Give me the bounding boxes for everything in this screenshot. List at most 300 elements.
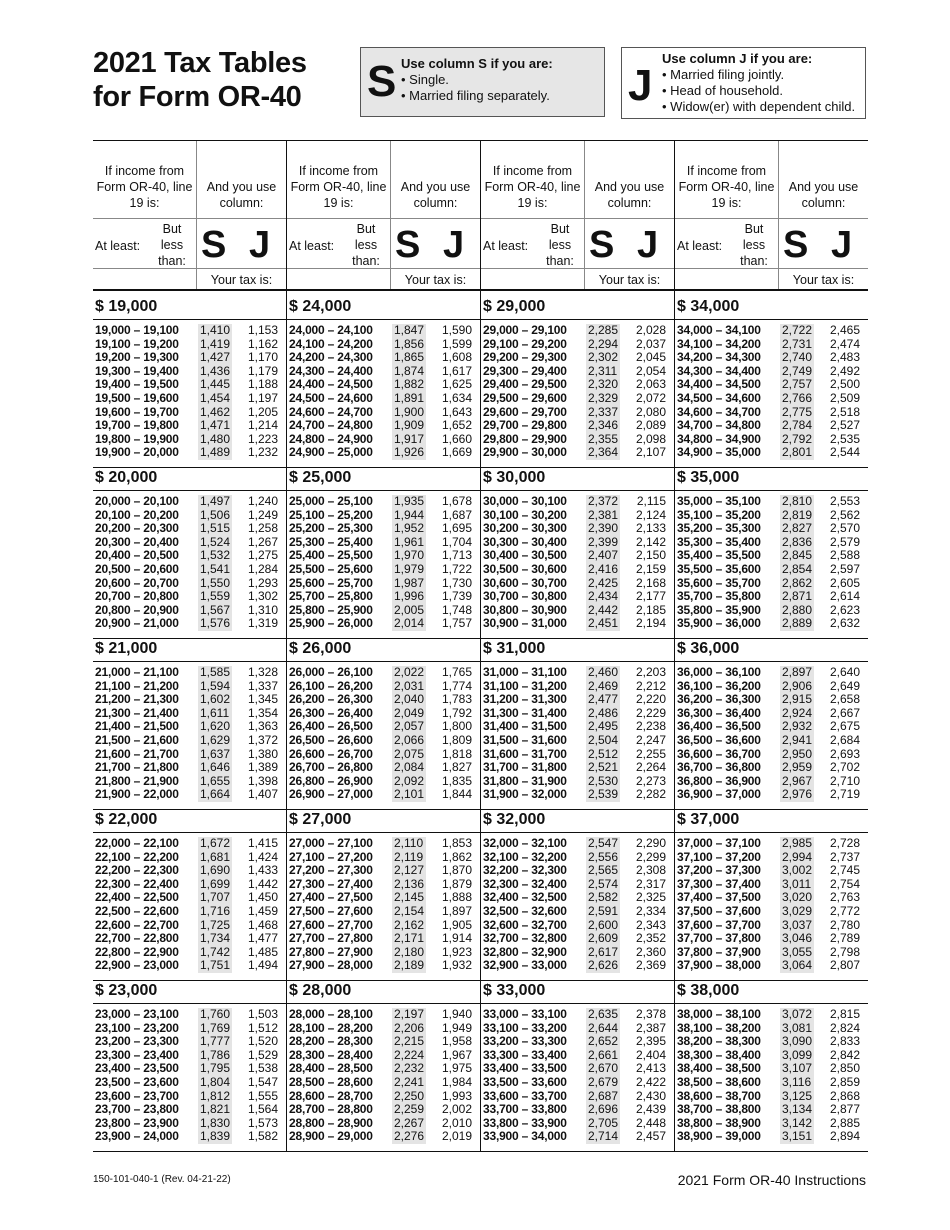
table-row bbox=[287, 1076, 480, 1090]
tax-s-value: 2,119 bbox=[392, 851, 426, 865]
income-range: 37,400 – 37,500 bbox=[677, 890, 761, 905]
income-range: 28,100 – 28,200 bbox=[289, 1020, 373, 1035]
tax-j-value: 2,850 bbox=[829, 1061, 860, 1076]
tax-s-value: 2,539 bbox=[588, 787, 619, 802]
income-range: 30,300 – 30,400 bbox=[483, 534, 567, 549]
table-row bbox=[481, 946, 674, 960]
tax-j-value: 2,343 bbox=[635, 917, 666, 932]
table-row bbox=[481, 1062, 674, 1076]
column-header bbox=[675, 141, 868, 296]
tax-j-value: 2,115 bbox=[636, 494, 666, 508]
tax-s-value: 2,932 bbox=[782, 719, 813, 734]
table-row bbox=[93, 788, 286, 802]
tax-j-value: 2,220 bbox=[635, 692, 666, 707]
table-row bbox=[287, 1103, 480, 1117]
tax-s-value: 2,197 bbox=[394, 1007, 425, 1021]
tax-s-value: 2,661 bbox=[588, 1047, 619, 1062]
tax-s-value: 2,617 bbox=[588, 944, 619, 959]
tax-s-value: 2,416 bbox=[588, 562, 619, 576]
tax-j-value: 1,765 bbox=[441, 665, 472, 679]
tax-j-value: 1,310 bbox=[247, 602, 278, 617]
income-range: 33,600 – 33,700 bbox=[483, 1088, 567, 1103]
tax-s-value: 2,311 bbox=[586, 365, 620, 379]
table-row bbox=[287, 775, 480, 789]
income-range: 28,000 – 28,100 bbox=[289, 1007, 373, 1021]
column-header bbox=[93, 141, 286, 296]
tax-s-value: 2,801 bbox=[782, 445, 813, 460]
table-row bbox=[93, 864, 286, 878]
table-row bbox=[287, 617, 480, 631]
section-heading: $ 29,000 bbox=[481, 296, 674, 320]
income-range: 32,400 – 32,500 bbox=[483, 890, 567, 905]
income-range: 38,000 – 38,100 bbox=[677, 1007, 761, 1021]
tax-j-value: 1,275 bbox=[247, 548, 278, 563]
box-s-text bbox=[401, 56, 553, 104]
tax-s-value: 3,107 bbox=[782, 1061, 813, 1076]
your-tax-label: Your tax is: bbox=[598, 273, 661, 287]
income-range: 24,300 – 24,400 bbox=[289, 363, 373, 378]
tax-j-value: 2,150 bbox=[635, 548, 666, 563]
income-range: 31,800 – 31,900 bbox=[483, 773, 567, 788]
tax-j-value: 2,404 bbox=[635, 1047, 666, 1062]
tax-j-value: 1,564 bbox=[247, 1102, 278, 1117]
tax-s-value: 2,451 bbox=[588, 616, 619, 631]
tax-s-value: 2,171 bbox=[394, 931, 425, 946]
income-range: 30,200 – 30,300 bbox=[483, 521, 567, 536]
tax-j-value: 2,483 bbox=[829, 350, 860, 365]
box-s-item: • Married filing separately. bbox=[401, 88, 553, 104]
tax-s-value: 1,987 bbox=[394, 575, 425, 590]
tax-s-value: 2,749 bbox=[782, 363, 813, 378]
table-row bbox=[93, 734, 286, 748]
tax-j-value: 1,372 bbox=[247, 733, 278, 747]
income-range: 19,100 – 19,200 bbox=[95, 336, 179, 351]
income-range: 28,400 – 28,500 bbox=[289, 1061, 373, 1076]
and-you-use-label: And you use column: bbox=[206, 180, 277, 210]
tax-j-value: 2,754 bbox=[829, 876, 860, 891]
tax-j-value: 2,885 bbox=[829, 1115, 860, 1130]
tax-j-value: 1,888 bbox=[441, 890, 472, 905]
column-j-info-box bbox=[621, 47, 866, 119]
table-row bbox=[287, 734, 480, 748]
income-range: 31,000 – 31,100 bbox=[483, 665, 567, 679]
table-row bbox=[93, 1130, 286, 1144]
tax-j-value: 1,958 bbox=[441, 1034, 472, 1049]
tax-s-value: 1,856 bbox=[394, 336, 425, 351]
tax-s-value: 1,681 bbox=[200, 849, 231, 864]
table-row bbox=[93, 392, 286, 406]
footer-instructions: 2021 Form OR-40 Instructions bbox=[677, 1172, 866, 1188]
income-range: 36,600 – 36,700 bbox=[677, 746, 761, 761]
tax-j-value: 2,675 bbox=[829, 719, 860, 734]
tax-s-value: 1,891 bbox=[394, 391, 425, 405]
tax-s-value: 3,125 bbox=[782, 1088, 813, 1103]
income-range: 38,400 – 38,500 bbox=[677, 1061, 761, 1076]
tax-j-value: 2,334 bbox=[635, 904, 666, 918]
income-range: 24,900 – 25,000 bbox=[289, 445, 373, 460]
table-column-3 bbox=[481, 141, 674, 1151]
if-income-label: If income from Form OR-40, line 19 is: bbox=[484, 164, 581, 210]
section-heading: $ 22,000 bbox=[93, 809, 286, 833]
tax-s-value: 2,092 bbox=[394, 773, 425, 788]
tax-j-value: 1,722 bbox=[441, 562, 472, 576]
table-row bbox=[481, 522, 674, 536]
table-row bbox=[675, 1076, 868, 1090]
tax-j-value: 2,159 bbox=[635, 562, 666, 576]
income-range: 21,100 – 21,200 bbox=[95, 678, 179, 693]
tax-j-value: 1,468 bbox=[247, 917, 278, 932]
income-range: 33,100 – 33,200 bbox=[483, 1020, 567, 1035]
income-range: 28,700 – 28,800 bbox=[289, 1102, 373, 1117]
tax-s-value: 1,760 bbox=[200, 1007, 231, 1021]
tax-j-value: 2,457 bbox=[635, 1129, 666, 1144]
tax-j-value: 1,538 bbox=[247, 1061, 278, 1076]
table-row bbox=[675, 775, 868, 789]
tax-j-value: 1,993 bbox=[441, 1088, 472, 1103]
income-range: 28,300 – 28,400 bbox=[289, 1047, 373, 1062]
tax-s-value: 2,862 bbox=[782, 575, 813, 590]
tax-j-value: 2,072 bbox=[635, 391, 666, 405]
income-range: 20,400 – 20,500 bbox=[95, 548, 179, 563]
income-range: 22,800 – 22,900 bbox=[95, 944, 179, 959]
income-range: 20,300 – 20,400 bbox=[95, 534, 179, 549]
tax-j-value: 1,328 bbox=[247, 665, 278, 679]
box-s-letter: S bbox=[367, 57, 397, 106]
table-row bbox=[93, 919, 286, 933]
table-row bbox=[93, 748, 286, 762]
tax-s-value: 3,151 bbox=[782, 1129, 813, 1144]
tax-j-value: 2,465 bbox=[829, 323, 860, 337]
tax-j-value: 2,378 bbox=[635, 1007, 666, 1021]
section-heading: $ 36,000 bbox=[675, 638, 868, 662]
table-row bbox=[675, 433, 868, 447]
section-heading: $ 21,000 bbox=[93, 638, 286, 662]
tax-s-value: 2,565 bbox=[588, 863, 619, 878]
tax-j-value: 2,623 bbox=[829, 602, 860, 617]
income-range: 30,600 – 30,700 bbox=[483, 575, 567, 590]
tax-s-value: 2,372 bbox=[588, 494, 619, 508]
tax-s-value: 2,486 bbox=[588, 705, 619, 720]
table-row bbox=[481, 406, 674, 420]
tax-s-value: 1,830 bbox=[200, 1115, 231, 1130]
tax-s-value: 2,775 bbox=[782, 404, 813, 419]
income-range: 25,200 – 25,300 bbox=[289, 521, 373, 536]
tax-j-value: 1,818 bbox=[441, 746, 472, 761]
tax-s-value: 1,594 bbox=[200, 678, 231, 693]
tax-j-value: 1,380 bbox=[247, 746, 278, 761]
table-row bbox=[675, 837, 868, 851]
income-range: 26,100 – 26,200 bbox=[289, 678, 373, 693]
tax-s-value: 2,635 bbox=[588, 1007, 619, 1021]
table-row bbox=[481, 693, 674, 707]
tax-j-value: 2,632 bbox=[829, 616, 860, 631]
tax-j-value: 2,544 bbox=[829, 445, 860, 460]
table-row bbox=[287, 446, 480, 460]
box-j-item: • Widow(er) with dependent child. bbox=[662, 99, 855, 115]
tax-j-value: 1,389 bbox=[247, 760, 278, 775]
tax-s-value: 1,664 bbox=[200, 787, 231, 802]
tax-s-value: 2,241 bbox=[394, 1075, 425, 1089]
income-range: 31,400 – 31,500 bbox=[483, 719, 567, 734]
section-heading: $ 19,000 bbox=[93, 296, 286, 320]
tax-j-value: 2,439 bbox=[635, 1102, 666, 1117]
tax-s-value: 2,854 bbox=[782, 562, 813, 576]
income-range: 34,800 – 34,900 bbox=[677, 431, 761, 446]
tax-j-value: 2,588 bbox=[829, 548, 860, 563]
table-row bbox=[93, 878, 286, 892]
tax-s-value: 2,276 bbox=[394, 1129, 425, 1144]
tax-s-value: 2,915 bbox=[782, 692, 813, 707]
income-section bbox=[675, 809, 868, 981]
table-row bbox=[481, 509, 674, 523]
table-row bbox=[675, 536, 868, 550]
income-range: 30,500 – 30,600 bbox=[483, 562, 567, 576]
table-row bbox=[675, 1008, 868, 1022]
box-j-text bbox=[662, 51, 855, 115]
table-row bbox=[481, 536, 674, 550]
table-row bbox=[675, 495, 868, 509]
income-range: 19,400 – 19,500 bbox=[95, 377, 179, 392]
income-section bbox=[481, 296, 674, 468]
tax-j-value: 1,757 bbox=[441, 616, 472, 631]
tax-s-value: 1,742 bbox=[200, 944, 231, 959]
tax-j-value: 1,800 bbox=[441, 719, 472, 734]
table-row bbox=[481, 378, 674, 392]
income-section bbox=[675, 980, 868, 1152]
table-row bbox=[93, 1022, 286, 1036]
table-row bbox=[675, 919, 868, 933]
income-range: 38,500 – 38,600 bbox=[677, 1075, 761, 1089]
income-range: 27,600 – 27,700 bbox=[289, 917, 373, 932]
table-row bbox=[675, 1117, 868, 1131]
tax-j-value: 2,649 bbox=[829, 678, 860, 693]
income-range: 22,300 – 22,400 bbox=[95, 876, 179, 891]
tax-s-value: 2,066 bbox=[394, 733, 425, 747]
table-row bbox=[93, 959, 286, 973]
income-range: 33,400 – 33,500 bbox=[483, 1061, 567, 1076]
tax-s-value: 2,687 bbox=[588, 1088, 619, 1103]
income-range: 21,300 – 21,400 bbox=[95, 705, 179, 720]
tax-s-value: 3,072 bbox=[782, 1007, 813, 1021]
tax-j-value: 2,098 bbox=[635, 431, 666, 446]
tax-j-value: 1,967 bbox=[441, 1047, 472, 1062]
income-section bbox=[675, 296, 868, 468]
table-row bbox=[675, 338, 868, 352]
tax-s-value: 2,180 bbox=[394, 944, 425, 959]
income-range: 28,200 – 28,300 bbox=[289, 1034, 373, 1049]
tax-s-value: 2,950 bbox=[782, 746, 813, 761]
table-row bbox=[675, 590, 868, 604]
tax-s-value: 2,110 bbox=[392, 837, 426, 851]
section-heading: $ 26,000 bbox=[287, 638, 480, 662]
income-range: 23,900 – 24,000 bbox=[95, 1129, 179, 1144]
tax-j-value: 1,739 bbox=[441, 589, 472, 604]
income-range: 33,300 – 33,400 bbox=[483, 1047, 567, 1062]
tax-j-value: 2,859 bbox=[829, 1075, 860, 1089]
table-row bbox=[675, 680, 868, 694]
tax-s-value: 2,819 bbox=[782, 507, 813, 522]
income-range: 22,700 – 22,800 bbox=[95, 931, 179, 946]
tax-j-value: 1,783 bbox=[441, 692, 472, 707]
table-row bbox=[287, 946, 480, 960]
at-least-label: At least: bbox=[677, 239, 723, 253]
table-row bbox=[287, 891, 480, 905]
if-income-label: If income from Form OR-40, line 19 is: bbox=[678, 164, 775, 210]
tax-j-value: 2,518 bbox=[829, 404, 860, 419]
tax-s-value: 3,055 bbox=[782, 944, 813, 959]
tax-j-value: 2,535 bbox=[829, 431, 860, 446]
tax-j-value: 2,037 bbox=[635, 336, 666, 351]
income-range: 35,300 – 35,400 bbox=[677, 534, 761, 549]
tax-j-value: 2,413 bbox=[635, 1061, 666, 1076]
tax-j-value: 1,984 bbox=[441, 1075, 472, 1089]
tax-s-value: 1,576 bbox=[200, 616, 231, 631]
income-range: 32,600 – 32,700 bbox=[483, 917, 567, 932]
income-range: 37,500 – 37,600 bbox=[677, 904, 761, 918]
tax-s-value: 1,489 bbox=[200, 445, 231, 460]
table-row bbox=[93, 577, 286, 591]
tax-j-value: 2,772 bbox=[829, 904, 860, 918]
income-range: 19,700 – 19,800 bbox=[95, 418, 179, 433]
tax-s-value: 1,532 bbox=[200, 548, 231, 563]
tax-s-value: 2,880 bbox=[782, 602, 813, 617]
table-row bbox=[93, 365, 286, 379]
income-range: 26,000 – 26,100 bbox=[289, 665, 373, 679]
income-range: 27,900 – 28,000 bbox=[289, 958, 373, 973]
tax-s-value: 1,585 bbox=[200, 665, 231, 679]
income-range: 32,200 – 32,300 bbox=[483, 863, 567, 878]
tax-j-value: 1,424 bbox=[247, 849, 278, 864]
income-range: 27,200 – 27,300 bbox=[289, 863, 373, 878]
tax-s-value: 1,471 bbox=[200, 418, 231, 433]
tax-s-value: 2,600 bbox=[588, 917, 619, 932]
tax-s-value: 2,976 bbox=[782, 787, 813, 802]
tax-s-value: 2,731 bbox=[782, 336, 813, 351]
income-range: 33,200 – 33,300 bbox=[483, 1034, 567, 1049]
tax-s-value: 1,804 bbox=[200, 1075, 231, 1089]
tax-s-value: 2,792 bbox=[782, 431, 813, 446]
income-range: 31,100 – 31,200 bbox=[483, 678, 567, 693]
tax-j-value: 2,553 bbox=[829, 494, 860, 508]
income-range: 19,200 – 19,300 bbox=[95, 350, 179, 365]
income-range: 26,700 – 26,800 bbox=[289, 760, 373, 775]
table-row bbox=[287, 761, 480, 775]
table-row bbox=[287, 604, 480, 618]
tax-s-value: 1,480 bbox=[200, 431, 231, 446]
box-j-heading: Use column J if you are: bbox=[662, 51, 813, 66]
income-range: 19,600 – 19,700 bbox=[95, 404, 179, 419]
tax-s-value: 1,917 bbox=[394, 431, 425, 446]
table-row bbox=[93, 338, 286, 352]
if-income-label: If income from Form OR-40, line 19 is: bbox=[96, 164, 193, 210]
income-range: 23,600 – 23,700 bbox=[95, 1088, 179, 1103]
income-section bbox=[287, 638, 480, 810]
income-range: 31,300 – 31,400 bbox=[483, 705, 567, 720]
table-row bbox=[675, 878, 868, 892]
tax-j-value: 1,870 bbox=[441, 863, 472, 878]
box-j-item: • Head of household. bbox=[662, 83, 855, 99]
tax-s-value: 2,364 bbox=[588, 445, 619, 460]
tax-s-value: 2,784 bbox=[782, 418, 813, 433]
income-range: 22,600 – 22,700 bbox=[95, 917, 179, 932]
tax-s-value: 2,836 bbox=[782, 534, 813, 549]
table-row bbox=[675, 1049, 868, 1063]
tax-s-value: 2,127 bbox=[394, 863, 425, 878]
tax-j-value: 1,179 bbox=[247, 363, 278, 378]
table-row bbox=[481, 351, 674, 365]
tax-s-value: 1,970 bbox=[394, 548, 425, 563]
tax-j-value: 1,197 bbox=[247, 391, 278, 405]
income-section bbox=[93, 809, 286, 981]
income-range: 24,500 – 24,600 bbox=[289, 391, 373, 405]
income-range: 21,800 – 21,900 bbox=[95, 773, 179, 788]
income-range: 33,800 – 33,900 bbox=[483, 1115, 567, 1130]
tax-j-value: 2,728 bbox=[829, 836, 860, 850]
tax-s-value: 1,769 bbox=[200, 1020, 231, 1035]
table-row bbox=[287, 680, 480, 694]
income-range: 38,600 – 38,700 bbox=[677, 1088, 761, 1103]
income-section bbox=[481, 980, 674, 1152]
table-row bbox=[675, 932, 868, 946]
income-range: 24,000 – 24,100 bbox=[289, 323, 373, 337]
tax-j-value: 1,652 bbox=[441, 418, 472, 433]
table-row bbox=[481, 851, 674, 865]
income-range: 27,700 – 27,800 bbox=[289, 931, 373, 946]
tax-j-value: 1,809 bbox=[441, 733, 472, 747]
income-range: 27,000 – 27,100 bbox=[289, 836, 373, 850]
income-range: 19,300 – 19,400 bbox=[95, 363, 179, 378]
but-less-than-label: But less than: bbox=[352, 222, 380, 268]
section-heading: $ 34,000 bbox=[675, 296, 868, 320]
income-range: 34,300 – 34,400 bbox=[677, 363, 761, 378]
tax-s-value: 3,134 bbox=[782, 1102, 813, 1117]
income-range: 29,600 – 29,700 bbox=[483, 404, 567, 419]
income-range: 30,400 – 30,500 bbox=[483, 548, 567, 563]
column-j-letter: J bbox=[637, 224, 659, 266]
table-row bbox=[287, 563, 480, 577]
table-row bbox=[481, 324, 674, 338]
section-heading: $ 24,000 bbox=[287, 296, 480, 320]
income-range: 30,800 – 30,900 bbox=[483, 602, 567, 617]
income-range: 38,300 – 38,400 bbox=[677, 1047, 761, 1062]
income-range: 33,900 – 34,000 bbox=[483, 1129, 567, 1144]
tax-s-value: 2,031 bbox=[394, 678, 425, 693]
tax-s-value: 1,445 bbox=[200, 377, 231, 392]
income-range: 35,500 – 35,600 bbox=[677, 562, 761, 576]
tax-j-value: 2,448 bbox=[635, 1115, 666, 1130]
but-less-than-label: But less than: bbox=[158, 222, 186, 268]
table-row bbox=[481, 905, 674, 919]
income-range: 38,900 – 39,000 bbox=[677, 1129, 761, 1144]
tax-j-value: 1,503 bbox=[247, 1007, 278, 1021]
column-s-info-box bbox=[360, 47, 605, 117]
tax-j-value: 2,527 bbox=[829, 418, 860, 433]
table-row bbox=[287, 1117, 480, 1131]
table-row bbox=[93, 720, 286, 734]
income-range: 32,300 – 32,400 bbox=[483, 876, 567, 891]
income-range: 23,000 – 23,100 bbox=[95, 1007, 179, 1021]
tax-s-value: 2,591 bbox=[588, 904, 619, 918]
income-range: 38,200 – 38,300 bbox=[677, 1034, 761, 1049]
tax-j-value: 2,212 bbox=[635, 678, 666, 693]
table-row bbox=[481, 1090, 674, 1104]
income-range: 22,900 – 23,000 bbox=[95, 958, 179, 973]
tax-j-value: 1,293 bbox=[247, 575, 278, 590]
table-row bbox=[287, 1049, 480, 1063]
table-row bbox=[287, 351, 480, 365]
table-row bbox=[481, 864, 674, 878]
income-range: 31,200 – 31,300 bbox=[483, 692, 567, 707]
